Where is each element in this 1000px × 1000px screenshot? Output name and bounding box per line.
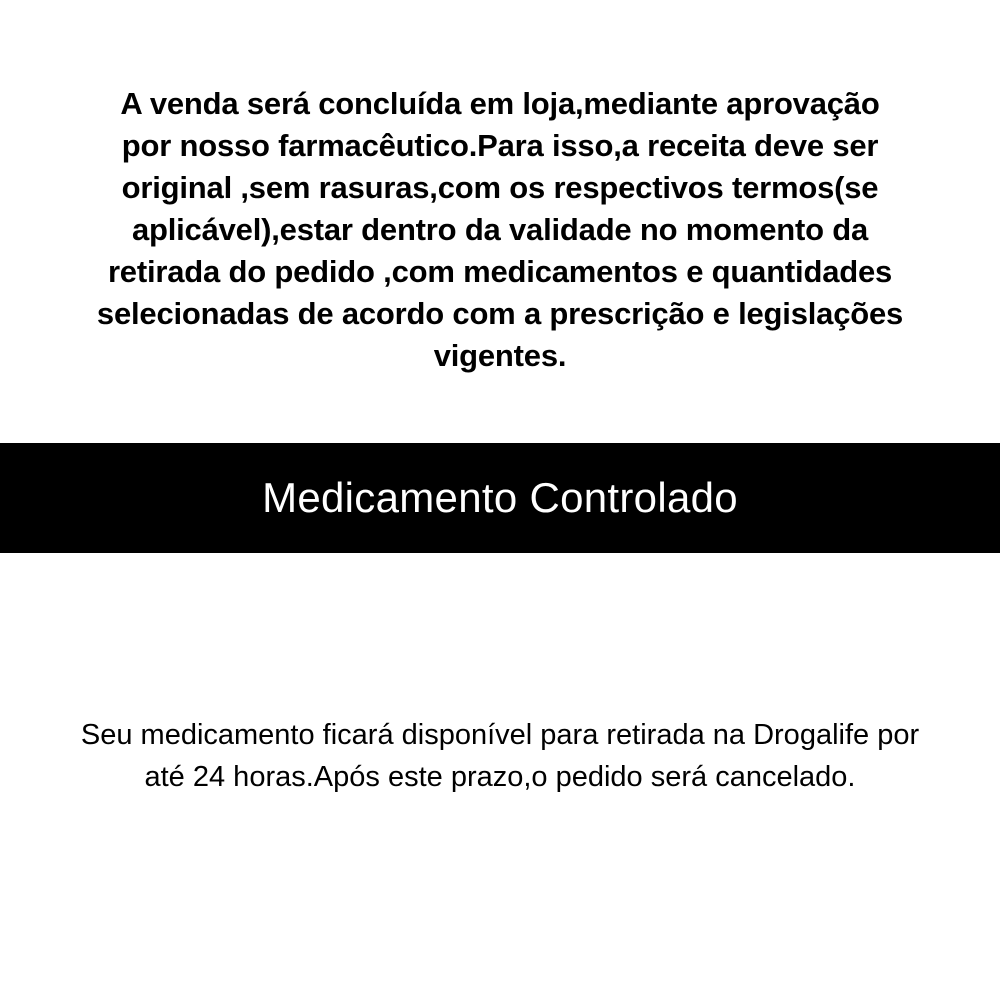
- pickup-deadline-text: Seu medicamento ficará disponível para retirada na Drogalife por até 24 horas.Após este prazo,o pedido será cancelado.: [80, 719, 920, 793]
- banner-title: Medicamento Controlado: [262, 474, 738, 521]
- controlled-medication-banner: [0, 443, 1000, 553]
- prescription-terms-text: A venda será concluída em loja,mediante aprovação por nosso farmacêutico.Para isso,a receita deve ser original ,sem rasuras,com os respectivos termos(se aplicável),estar dentro da validade no momento da retirada do pedido ,com medicamentos e quantidades selecionadas de acordo com a prescrição e legislações vigentes.: [96, 86, 904, 373]
